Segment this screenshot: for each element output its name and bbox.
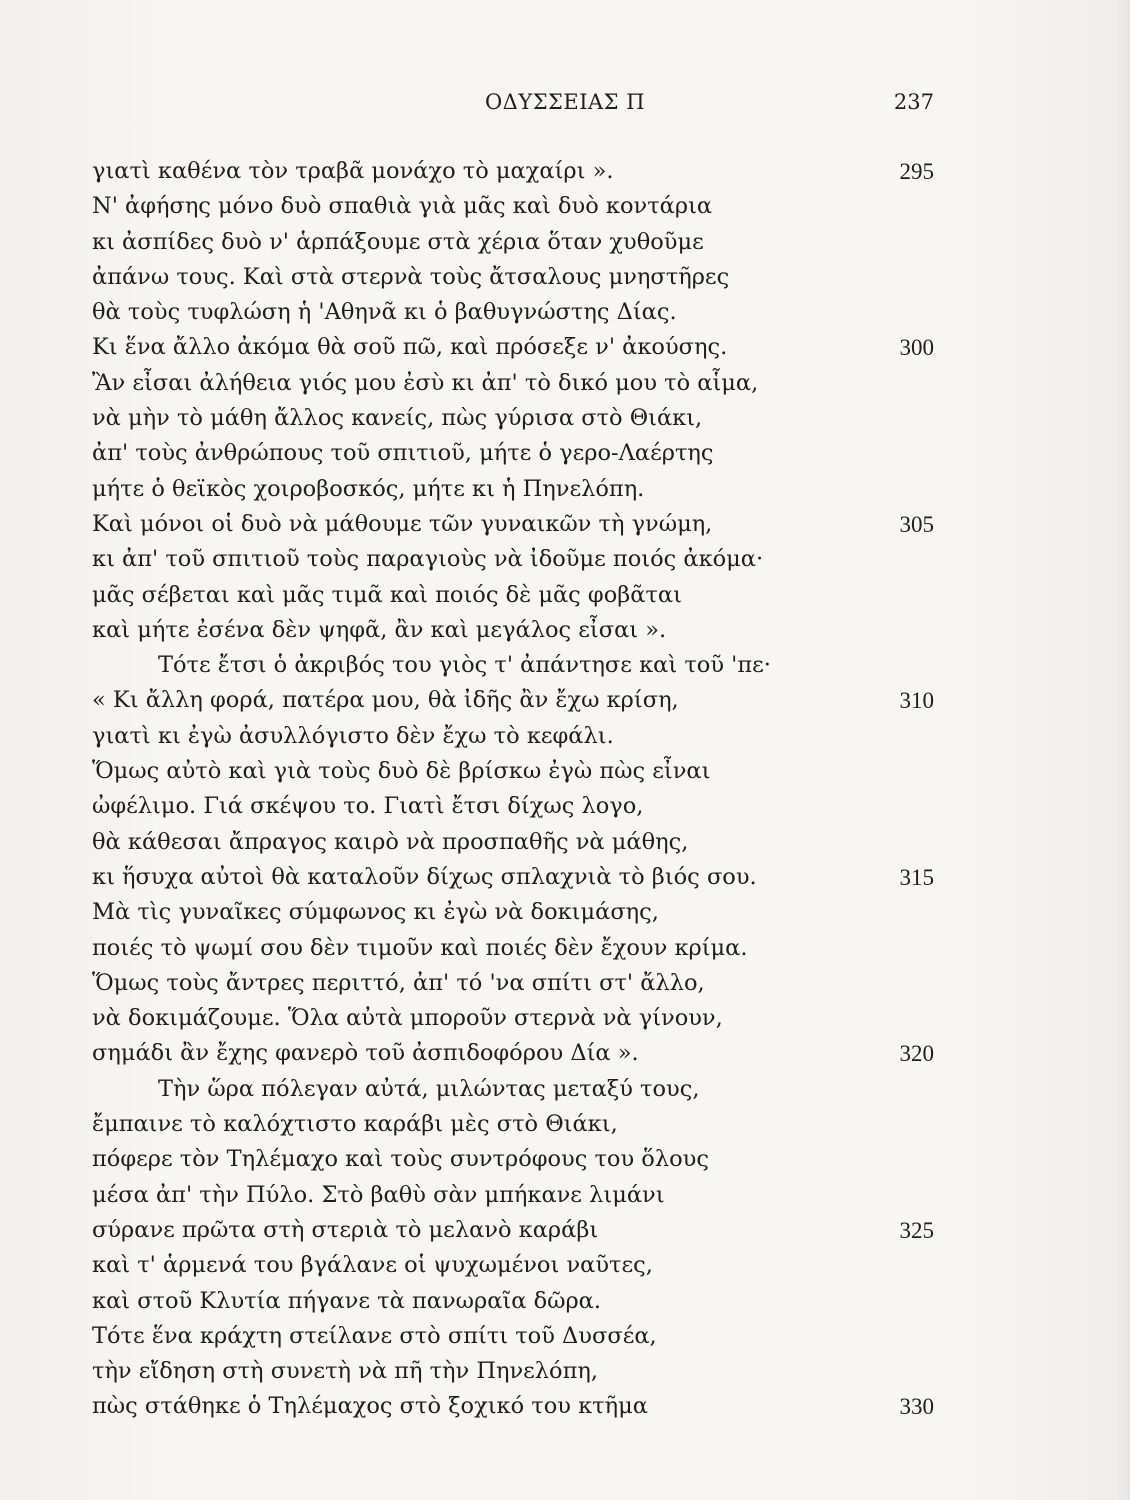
- verse-line: [0, 507, 1130, 542]
- verse-text: πὼς στάθηκε ὁ Τηλέμαχος στὸ ξοχικό του κτῆμα: [92, 1393, 648, 1420]
- line-number: 315: [899, 864, 934, 890]
- verse-text: πόφερε τὸν Τηλέμαχο καὶ τοὺς συντρόφους του ὅλους: [92, 1146, 709, 1173]
- verse-line: [0, 1142, 1130, 1177]
- verse-line: [0, 472, 1130, 507]
- verse-text: μᾶς σέβεται καὶ μᾶς τιμᾶ καὶ ποιός δὲ μᾶς φοβᾶται: [92, 581, 682, 608]
- verse-text: ἔμπαινε τὸ καλόχτιστο καράβι μὲς στὸ Θιάκι,: [92, 1111, 618, 1138]
- verse-line: [0, 1107, 1130, 1142]
- verse-text: ἀπάνω τους. Καὶ στὰ στερνὰ τοὺς ἄτσαλους μνηστῆρες: [92, 263, 730, 290]
- verse-text: κι ἥσυχα αὐτοὶ θὰ καταλοῦν δίχως σπλαχνιὰ τὸ βιός σου.: [92, 863, 757, 890]
- verse-line: [0, 1001, 1130, 1036]
- verse-line: [0, 1354, 1130, 1389]
- verse-text: νὰ δοκιμάζουμε. Ὅλα αὐτὰ μποροῦν στερνὰ νὰ γίνουν,: [92, 1005, 723, 1032]
- verse-text: « Κι ἄλλη φορά, πατέρα μου, θὰ ἰδῆς ἂν ἔχω κρίση,: [92, 687, 679, 714]
- verse-line: [0, 295, 1130, 330]
- verse-line: [0, 436, 1130, 471]
- verse-text: κι ἀσπίδες δυὸ ν' ἁρπάξουμε στὰ χέρια ὅταν χυθοῦμε: [92, 228, 704, 255]
- verse-line: [0, 366, 1130, 401]
- verse-text: ὠφέλιμο. Γιά σκέψου το. Γιατὶ ἔτσι δίχως λογο,: [92, 793, 644, 820]
- verse-text: Ὅμως τοὺς ἄντρες περιττό, ἀπ' τό 'να σπίτι στ' ἄλλο,: [92, 969, 705, 996]
- verse-line: [0, 330, 1130, 365]
- verse-line: [0, 1178, 1130, 1213]
- verse-text: ἀπ' τοὺς ἀνθρώπους τοῦ σπιτιοῦ, μήτε ὁ γερο-Λαέρτης: [92, 440, 714, 467]
- verse-line: [0, 825, 1130, 860]
- line-number: 330: [899, 1394, 934, 1420]
- verse-line: [0, 648, 1130, 683]
- verse-line: [0, 578, 1130, 613]
- line-number: 295: [899, 159, 934, 184]
- page-edge-shadow: [1116, 0, 1130, 1500]
- verse-text: νὰ μὴν τὸ μάθη ἄλλος κανείς, πὼς γύρισα στὸ Θιάκι,: [92, 405, 703, 432]
- verse-line: [0, 683, 1130, 718]
- verse-line: [0, 1248, 1130, 1283]
- verse-line: [0, 1389, 1130, 1424]
- verse-text: μήτε ὁ θεϊκὸς χοιροβοσκός, μήτε κι ἡ Πηνελόπη.: [92, 475, 645, 502]
- verse-line: [0, 1213, 1130, 1248]
- verse-line: [0, 1036, 1130, 1071]
- line-number: 325: [899, 1217, 934, 1243]
- page-header: [0, 90, 1130, 120]
- verse-text: κι ἀπ' τοῦ σπιτιοῦ τοὺς παραγιοὺς νὰ ἰδοῦμε ποιός ἀκόμα·: [92, 546, 764, 573]
- line-number: 300: [899, 335, 934, 361]
- verse-text: Καὶ μόνοι οἱ δυὸ νὰ μάθουμε τῶν γυναικῶν τὴ γνώμη,: [92, 510, 713, 537]
- verse-text: Ὅμως αὐτὸ καὶ γιὰ τοὺς δυὸ δὲ βρίσκω ἐγὼ πὼς εἶναι: [92, 758, 711, 785]
- verse-line: [0, 613, 1130, 648]
- verse-text: τὴν εἴδηση στὴ συνετὴ νὰ πῆ τὴν Πηνελόπη,: [92, 1358, 599, 1385]
- verse-line: [0, 1072, 1130, 1107]
- verse-text: Ν' ἀφήσης μόνο δυὸ σπαθιὰ γιὰ μᾶς καὶ δυὸ κοντάρια: [92, 193, 713, 220]
- verse-text: θὰ τοὺς τυφλώση ἡ 'Αθηνᾶ κι ὁ βαθυγνώστης Δίας.: [92, 299, 677, 326]
- verse-text: γιατὶ κι ἐγὼ ἀσυλλόγιστο δὲν ἔχω τὸ κεφάλι.: [92, 722, 614, 749]
- verse-line: [0, 542, 1130, 577]
- verse-text: Μὰ τὶς γυναῖκες σύμφωνος κι ἐγὼ νὰ δοκιμάσης,: [92, 899, 659, 926]
- line-number: 310: [899, 688, 934, 714]
- page-number: 237: [893, 90, 934, 114]
- verse-text: καὶ μήτε ἐσένα δὲν ψηφᾶ, ἂν καὶ μεγάλος εἶσαι ».: [92, 616, 667, 643]
- verse-line: [0, 966, 1130, 1001]
- verse-text: καὶ τ' ἁρμενά του βγάλανε οἱ ψυχωμένοι ναῦτες,: [92, 1252, 653, 1279]
- verse-line: [0, 789, 1130, 824]
- verse-line: [0, 154, 1130, 189]
- verse-line: [0, 401, 1130, 436]
- verse-text: Τὴν ὥρα πόλεγαν αὐτά, μιλώντας μεταξύ τους,: [158, 1075, 700, 1102]
- verse-line: [0, 225, 1130, 260]
- verse-text: σημάδι ἂν ἔχης φανερὸ τοῦ ἀσπιδοφόρου Δία ».: [92, 1040, 639, 1067]
- line-number: 305: [899, 511, 934, 537]
- verse-text: σύρανε πρῶτα στὴ στεριὰ τὸ μελανὸ καράβι: [92, 1216, 599, 1243]
- verse-line: [0, 719, 1130, 754]
- running-title: ΟΔΥΣΣΕΙΑΣ Π: [484, 90, 646, 114]
- verse-text: Τότε ἔτσι ὁ ἀκριβός του γιὸς τ' ἀπάντησε καὶ τοῦ 'πε·: [158, 652, 771, 679]
- verse-text: Τότε ἕνα κράχτη στείλανε στὸ σπίτι τοῦ Δυσσέα,: [92, 1322, 657, 1349]
- verse-line: [0, 931, 1130, 966]
- verse-text: μέσα ἀπ' τὴν Πύλο. Στὸ βαθὺ σὰν μπήκανε λιμάνι: [92, 1181, 665, 1208]
- verse-line: [0, 895, 1130, 930]
- verse-line: [0, 860, 1130, 895]
- verse-line: [0, 1319, 1130, 1354]
- verse-text: καὶ στοῦ Κλυτία πήγανε τὰ πανωραῖα δῶρα.: [92, 1287, 602, 1314]
- verse-text: ποιές τὸ ψωμί σου δὲν τιμοῦν καὶ ποιές δὲν ἔχουν κρίμα.: [92, 934, 748, 961]
- verse-text: γιατὶ καθένα τὸν τραβᾶ μονάχο τὸ μαχαίρι ».: [92, 158, 614, 184]
- verse-line: [0, 260, 1130, 295]
- verse-line: [0, 189, 1130, 224]
- line-number: 320: [899, 1041, 934, 1067]
- verse-text: Κι ἕνα ἄλλο ἀκόμα θὰ σοῦ πῶ, καὶ πρόσεξε ν' ἀκούσης.: [92, 334, 728, 361]
- verse-text: θὰ κάθεσαι ἄπραγος καιρὸ νὰ προσπαθῆς νὰ μάθης,: [92, 828, 689, 855]
- poem-text: [0, 154, 1130, 1425]
- verse-text: Ἂν εἶσαι ἀλήθεια γιός μου ἐσὺ κι ἀπ' τὸ δικό μου τὸ αἷμα,: [92, 369, 759, 396]
- verse-line: [0, 754, 1130, 789]
- verse-line: [0, 1284, 1130, 1319]
